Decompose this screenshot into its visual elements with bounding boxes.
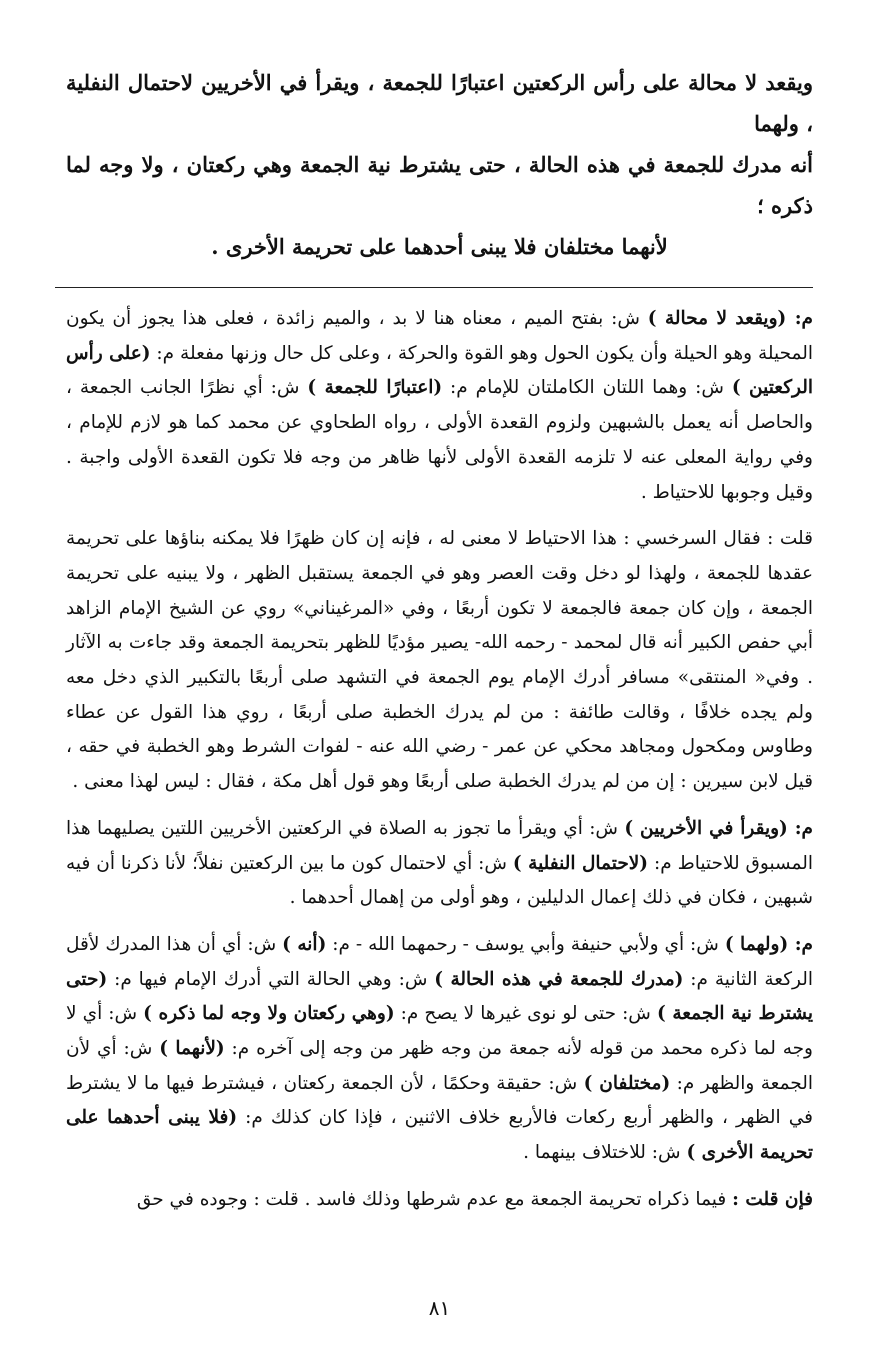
quoted-matn: م: (ويقعد لا محالة ) [647, 308, 813, 329]
quoted-matn: م: (ويقرأ في الأخريين ) [624, 817, 813, 839]
question-lead: فإن قلت : [732, 1188, 813, 1210]
commentary-text: ش: أي لا وجه لما ذكره محمد من قوله لأنه جمعة من وجه ظهر من وجه إلى آخره م: [66, 1003, 813, 1060]
page-number: ٨١ [428, 1296, 451, 1320]
commentary-text: ش: وهما اللتان الكاملتان للإمام م: [442, 377, 732, 399]
matn-line: ويقعد لا محالة على رأس الركعتين اعتبارًا للجمعة ، ويقرأ في الأخريين لاحتمال النفلية ، ولهما [66, 70, 813, 136]
commentary-text: ش: أي لأن الجمعة والظهر م: [66, 1038, 813, 1094]
commentary-text: ش: بفتح الميم ، معناه هنا لا بد ، والميم زائدة ، فعلى هذا يجوز أن يكون المحيلة وهو الحيلة وأن يكون الحول وهو القوة والحركة ، وعلى كل حال وزنها مفعلة م: [66, 308, 813, 364]
quoted-matn: (وهي ركعتان ولا وجه لما ذكره ) [143, 1003, 395, 1025]
quoted-matn: (أنه ) [282, 933, 327, 955]
quoted-matn: (مختلفان ) [583, 1072, 671, 1094]
quoted-matn: (على رأس الركعتين ) [66, 342, 813, 399]
quoted-matn: (مدرك للجمعة في هذه الحالة ) [434, 968, 684, 990]
quoted-matn: (اعتبارًا للجمعة ) [307, 377, 443, 399]
matn-line: لأنهما مختلفان فلا يبنى أحدهما على تحريمة الأخرى . [211, 234, 668, 259]
quoted-matn: (حتى يشترط نية الجمعة ) [66, 968, 814, 1025]
sharh-paragraph [66, 812, 813, 916]
quoted-matn: م: (ولهما ) [724, 933, 814, 955]
commentary-text: ش: أي ولأبي حنيفة وأبي يوسف - رحمهما الله - م: [326, 933, 725, 955]
commentary-text: ش: حقيقة وحكمًا ، لأن الجمعة ركعتان ، فيشترط فيها ما لا يشترط في الظهر ، والظهر أربع ركعات فالأربع خلاف الاثنين ، فإذا كان كذلك م: [66, 1072, 813, 1129]
commentary-text: ش: أي ويقرأ ما تجوز به الصلاة في الركعتين الأخريين اللتين يصليهما هذا المسبوق للاحتياط م: [66, 817, 814, 874]
matn-line: أنه مدرك للجمعة في هذه الحالة ، حتى يشترط نية الجمعة وهي ركعتان ، ولا وجه لما ذكره ؛ [66, 152, 813, 218]
commentary-text: ش: للاختلاف بينهما . [523, 1142, 687, 1164]
matn-text [66, 62, 813, 267]
commentary-text: ش: أي نظرًا الجانب الجمعة ، والحاصل أنه يعمل بالشبهين ولزوم القعدة الأولى ، رواه الطحاوي عن محمد كما هو لازم للإمام ، وفي رواية المعلى عنه لا تلزمه القعدة الأولى لأنها ظاهر من وجه فلا تكون القعدة الأولى واجبة . وقيل وجوبها للاحتياط . [66, 377, 813, 503]
sharh-paragraph [66, 302, 813, 510]
sharh-paragraph [66, 928, 813, 1171]
separator-rule [55, 287, 813, 288]
sharh-commentary [66, 302, 813, 1218]
commentary-text: ش: وهي الحالة التي أدرك الإمام فيها م: [107, 968, 435, 990]
sharh-paragraph: قلت : فقال السرخسي : هذا الاحتياط لا معنى له ، فإنه إن كان ظهرًا فلا يمكنه بناؤها على تحريمة عقدها للجمعة ، ولهذا لو دخل وقت العصر وهو في الجمعة يستقبل الظهر ، ولا يبنيه على تحريمة الجمعة ، وإن كان جمعة فالجمعة لا تكون أربعًا ، وفي «المرغيناني» روي عن الشيخ الإمام الزاهد أبي حفص الكبير أنه قال لمحمد - رحمه الله- يصير مؤديًا للظهر بتحريمة الجمعة وقد جاءت به الآثار . وفي« المنتقى» مسافر أدرك الإمام يوم الجمعة في التشهد صلى أربعًا بالتكبير الذي دخل معه ولم يجده خلافًا ، وقالت طائفة : من لم يدرك الخطبة صلى أربعًا ، روي هذا القول عن عطاء وطاوس ومكحول ومجاهد محكي عن عمر - رضي الله عنه - لفوات الشرط وهو الخطبة في حقه ، قيل لابن سيرين : إن من لم يدرك الخطبة صلى أربعًا وهو قول أهل مكة ، فقال : ليس لهذا معنى . [66, 528, 813, 793]
quoted-matn: (فلا يبنى أحدهما على تحريمة الأخرى ) [66, 1107, 813, 1164]
quoted-matn: (لاحتمال النفلية ) [512, 852, 649, 874]
commentary-text: فيما ذكراه تحريمة الجمعة مع عدم شرطها وذلك فاسد . قلت : وجوده في حق [136, 1188, 733, 1210]
commentary-text: ش: حتى لو نوى غيرها لا يصح م: [394, 1003, 657, 1025]
sharh-paragraph [66, 1183, 813, 1218]
commentary-text: ش: أي أن هذا المدرك لأقل الركعة الثانية م: [66, 933, 813, 990]
quoted-matn: (لأنهما ) [159, 1038, 225, 1060]
commentary-text: ش: أي لاحتمال كون ما بين الركعتين نفلاً؛ لأنا ذكرنا أن فيه شبهين ، فكان في ذلك إعمال الدليلين ، وهو أولى من إهمال أحدهما . [66, 852, 813, 909]
